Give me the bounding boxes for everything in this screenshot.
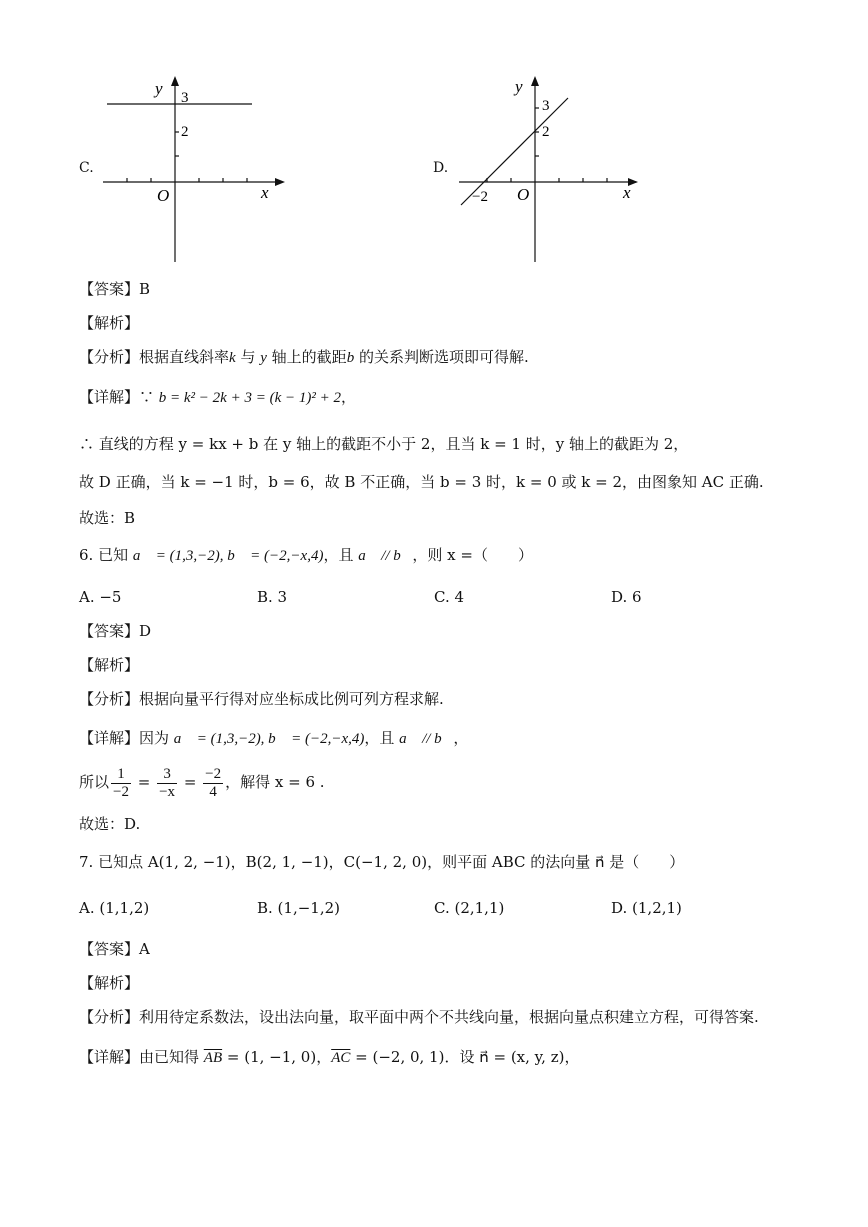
graph-c [95,72,295,272]
q5-detail-math: b = k² − 2k + 3 = (k − 1)² + 2 [158,390,341,406]
q6-stem-prefix: 6. 已知 [79,546,133,564]
q7-option-a: A. (1,1,2) [79,899,150,917]
q6-analysis-heading: 【解析】 [79,656,140,674]
q6-detail-math: a⃗ = (1,3,−2), b⃗ = (−2,−x,4) [173,731,365,747]
graph-d-x-label: x [623,183,631,202]
q7-vector-ac: $\overline{AC}$ [331,1050,351,1066]
q6-stem-end: ，则 x =（ ） [412,546,533,564]
q5-analysis-heading: 【解析】 [79,314,140,332]
q5-answer: 【答案】B [79,280,151,298]
q5-detail-end: ， [340,388,356,406]
graph-d-tick-3: 3 [542,98,550,114]
q6-so-end: ，解得 x = 6 . [225,773,325,791]
q6-so-prefix: 所以 [79,773,110,791]
graph-d-origin: O [517,185,530,204]
q6-fraction-3 [203,766,223,801]
q7-vector-ab: $\overline{AB}$ [203,1050,223,1066]
q6-option-c: C. 4 [434,588,465,606]
q6-answer: 【答案】D [79,622,152,640]
q7-option-b: B. (1,−1,2) [257,899,340,917]
graph-c-y-label: y [155,79,163,98]
q5-fenxi-b: b [346,350,355,366]
q5-fenxi-y: y [260,350,267,366]
q5-fenxi-k: k [229,350,236,366]
q6-detail-mid: ，且 [364,729,400,747]
graph-c-x-label: x [261,183,269,202]
q6-stem-parallel: a⃗ // b⃗ [358,548,413,564]
q6-option-d: D. 6 [611,588,642,606]
graph-d [455,72,655,272]
q7-fenxi: 【分析】利用待定系数法，设出法向量，取平面中两个不共线向量，根据向量点积建立方程，可得答案. [79,1008,759,1026]
graph-c-tick-3: 3 [181,90,189,106]
q6-detail-end: ， [453,729,469,747]
graph-c-tick-2: 2 [181,124,189,140]
q6-fenxi: 【分析】根据向量平行得对应坐标成比例可列方程求解. [79,690,444,708]
option-c-label: C. [79,160,94,176]
graph-c-y-arrow-icon [171,76,179,86]
q7-answer: 【答案】A [79,940,150,958]
graph-d-tick-2: 2 [542,124,550,140]
q5-detail-prefix: 【详解】∵ [79,388,159,406]
q6-stem [79,545,533,566]
q6-detail-prefix: 【详解】因为 [79,729,174,747]
q6-f1-den: −2 [113,783,129,800]
q7-option-c: C. (2,1,1) [434,899,505,917]
q7-vector-ab-value: = (1, −1, 0)， [222,1048,332,1066]
q5-fenxi-text: 【分析】根据直线斜率 [79,348,230,366]
q6-choose: 故选：D. [79,815,141,833]
q6-f2-den: −x [159,783,176,800]
option-d-label: D. [433,160,449,176]
graph-d-y-label: y [515,77,523,96]
q6-f2-num: 3 [157,766,177,784]
graph-d-tick-neg2: −2 [472,189,488,205]
q5-fenxi-mid2: 轴上的截距 [266,348,347,366]
q5-line3: 故 D 正确，当 k = −1 时，b = 6，故 B 不正确，当 b = 3 时，k = 0 或 k = 2，由图象知 AC 正确. [79,473,764,491]
q7-detail-prefix: 【详解】由已知得 [79,1048,204,1066]
q7-detail [79,1047,579,1068]
q7-vector-ac-value: = (−2, 0, 1)．设 n⃗ = (x, y, z)， [350,1048,580,1066]
q5-detail [79,387,356,408]
q5-fenxi [79,347,529,368]
q6-f1-num: 1 [111,766,131,784]
q6-option-a: A. −5 [79,588,122,606]
q6-stem-mid: ，且 [323,546,359,564]
q6-stem-math: a⃗ = (1,3,−2), b⃗ = (−2,−x,4) [132,548,324,564]
q7-analysis-heading: 【解析】 [79,974,140,992]
q6-f3-num: −2 [205,765,222,782]
q6-detail [79,728,468,749]
graph-c-origin: O [157,186,170,205]
q5-line2: ∴ 直线的方程 y = kx + b 在 y 轴上的截距不小于 2，且当 k = 1 时，y 轴上的截距为 2， [79,435,689,453]
q5-fenxi-end: 的关系判断选项即可得解. [354,348,529,366]
q5-fenxi-mid: 与 [235,348,261,366]
q6-ratio: 所以 $\frac{1}{-2}$ = $\frac{3}{-x}$ = $\frac{-2}{4}$ ，解得 x = 6 . [79,765,325,800]
q6-f3-den: 4 [209,783,217,800]
q5-choose: 故选：B [79,509,136,527]
q6-fraction-2 [157,766,177,801]
q7-stem: 7. 已知点 A(1, 2, −1)，B(2, 1, −1)，C(−1, 2, 0)，则平面 ABC 的法向量 n⃗ 是（ ） [79,853,685,871]
graph-d-y-arrow-icon [531,76,539,86]
graph-c-x-arrow-icon [275,178,285,186]
q6-detail-parallel: a⃗ // b⃗ [399,731,454,747]
q6-option-b: B. 3 [257,588,288,606]
q6-fraction-1 [111,766,131,801]
q7-option-d: D. (1,2,1) [611,899,682,917]
